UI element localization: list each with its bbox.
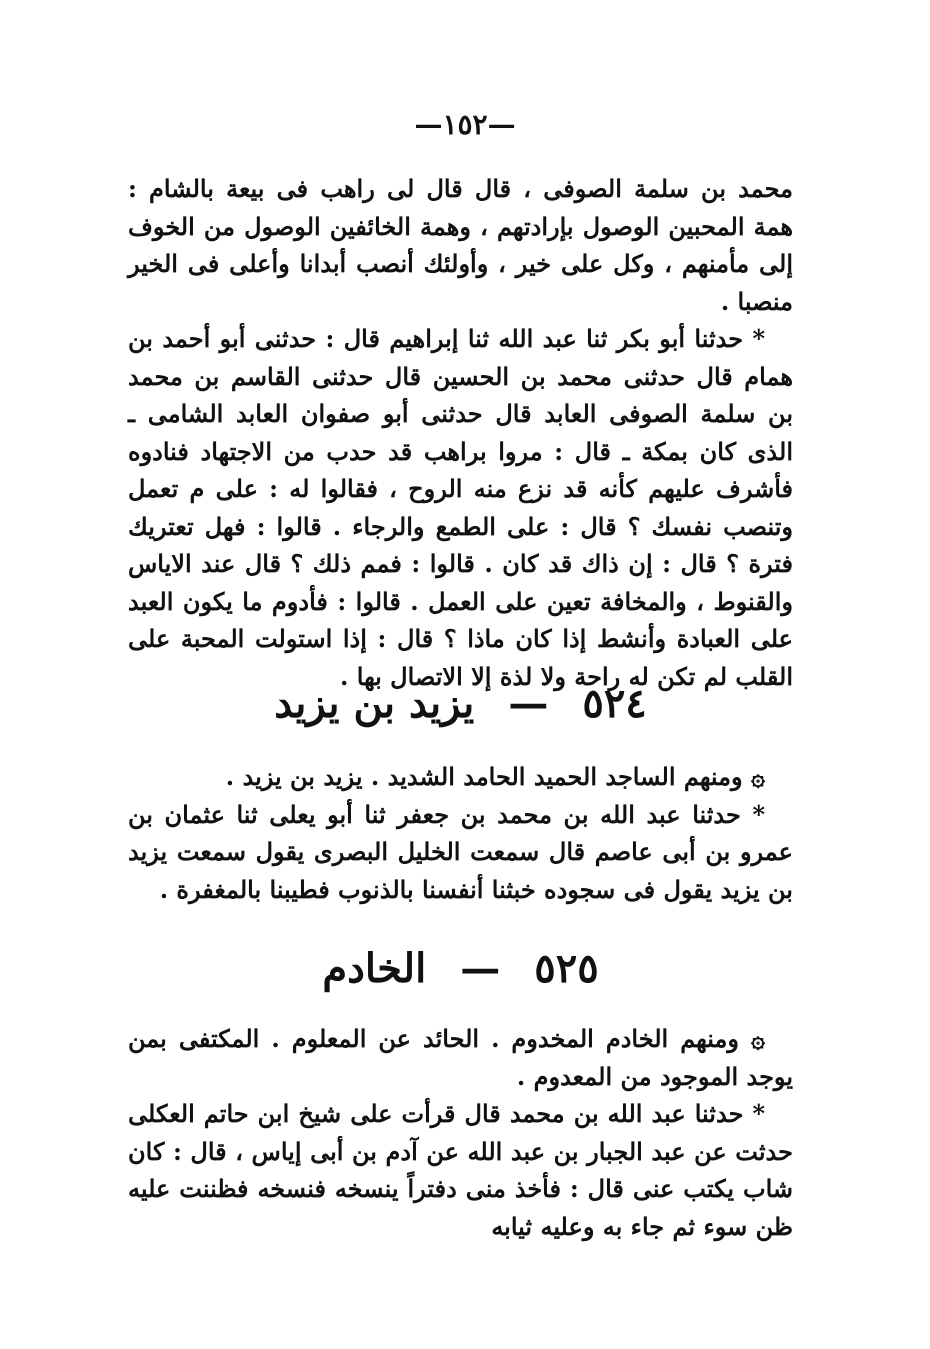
section-title: يزيد بن يزيد — [274, 680, 475, 727]
section-heading-524 — [128, 680, 793, 727]
section-number: ٥٢٥ — [534, 945, 599, 992]
section-dash: — — [508, 680, 549, 727]
section-525-narration: * حدثنا عبد الله بن محمد قال قرأت على شيخ ابن حاتم العكلى حدثت عن عبد الجبار بن عبد الله عن آدم بن أبى إياس ، قال : كان شاب يكتب عنى قال : فأخذ منى دفتراً ينسخه فنسخه فظننت عليه ظن سوء ثم جاء به وعليه ثيابه — [128, 1099, 793, 1241]
intro-paragraph-narration: * حدثنا أبو بكر ثنا عبد الله ثنا إبراهيم قال : حدثنى أبو أحمد بن همام قال حدثنى محمد بن الحسين قال حدثنى القاسم بن محمد بن سلمة الصوفى العابد قال حدثنى أبو صفوان العابد الشامى ـ الذى كان بمكة ـ قال : مروا براهب قد حدب من الاجتهاد فنادوه فأشرف عليهم كأنه قد نزع منه الروح ، فقالوا له : على م تعمل وتنصب نفسك ؟ قال : على الطمع والرجاء . قالوا : فهل تعتريك فترة ؟ قال : إن ذاك قد كان . قالوا : فمم ذلك ؟ قال عند الاياس والقنوط ، والمخافة تعين على العمل . قالوا : فأدوم ما يكون العبد على العبادة وأنشط إذا كان ماذا ؟ قال : إذا استولت المحبة على القلب لم تكن له راحة ولا لذة إلا الاتصال بها . — [128, 324, 793, 691]
section-title: الخادم — [322, 945, 427, 992]
section-524-narration: * حدثنا عبد الله بن محمد بن جعفر ثنا أبو يعلى ثنا عثمان بن عمرو بن أبى عاصم قال سمعت الخليل البصرى يقول سمعت يزيد بن يزيد يقول فى سجوده خبثنا أنفسنا بالذنوب فطيبنا بالمغفرة . — [128, 799, 793, 904]
page-number: —١٥٢— — [414, 108, 516, 141]
section-heading-525 — [128, 945, 793, 992]
section-524-text-block — [128, 758, 793, 908]
intro-paragraph-continuation: محمد بن سلمة الصوفى ، قال قال لى راهب فى بيعة بالشام : همة المحبين الوصول بإرادتهم ، وهمة الخائفين الوصول من الخوف إلى مأمنهم ، وكل على خير ، وأولئك أنصب أبدانا وأعلى فى الخير منصبا . — [128, 174, 793, 316]
section-525-intro-paragraph — [128, 1020, 793, 1095]
section-number: ٥٢٤ — [582, 680, 647, 727]
section-524-intro-paragraph — [128, 758, 793, 796]
section-525-intro-text: ومنهم الخادم المخدوم . الحائد عن المعلوم . المكتفى بمن يوجد الموجود من المعدوم . — [128, 1024, 793, 1091]
ornament-icon: ۞ — [750, 1024, 766, 1053]
ornament-icon: ۞ — [750, 762, 765, 791]
section-dash: — — [460, 945, 501, 992]
section-524-intro-text: ومنهم الساجد الحميد الحامد الشديد . يزيد بن يزيد . — [225, 762, 743, 791]
intro-text-block — [128, 170, 793, 695]
section-525-text-block — [128, 1020, 793, 1245]
